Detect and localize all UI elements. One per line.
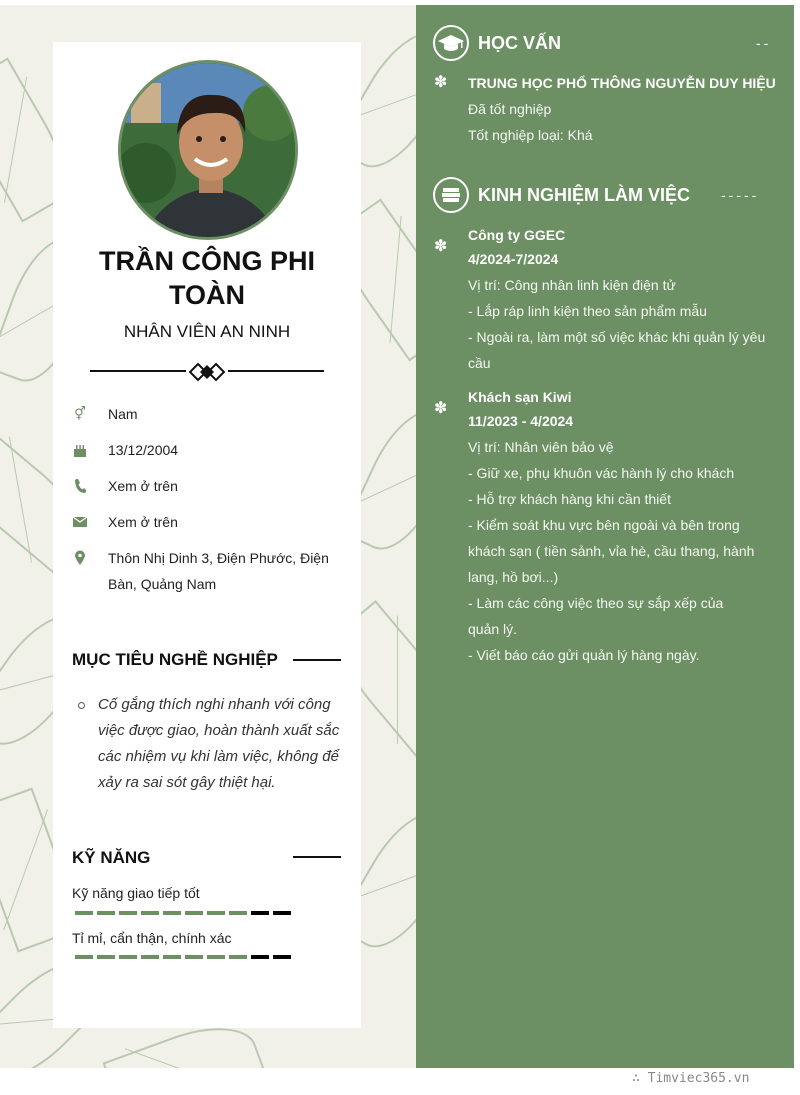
- skill-level-bar: [75, 955, 291, 959]
- skill-segment-filled: [163, 911, 181, 915]
- job-company: Công ty GGEC: [468, 227, 566, 243]
- education-status: Đã tốt nghiệp: [468, 101, 552, 117]
- location-icon: [72, 545, 88, 571]
- candidate-name: [53, 244, 361, 312]
- avatar-photo: [121, 63, 298, 240]
- skill-segment-filled: [207, 955, 225, 959]
- education-title: HỌC VẤN: [478, 33, 562, 53]
- info-gender: [72, 401, 342, 427]
- right-column: [416, 5, 794, 1068]
- job-position: NHÂN VIÊN AN NINH: [123, 322, 291, 341]
- flower-bullet-icon: ✽: [434, 400, 448, 417]
- skill-segment-filled: [185, 911, 203, 915]
- name-line-2: TOÀN: [168, 280, 245, 310]
- birthday-value: 13/12/2004: [108, 442, 179, 458]
- skill-segment-filled: [75, 955, 93, 959]
- skill-segment-filled: [97, 911, 115, 915]
- info-birthday: [72, 437, 342, 463]
- skill-segment-filled: [185, 955, 203, 959]
- skill-segment-empty: [273, 911, 291, 915]
- skills-title: KỸ NĂNG: [72, 848, 151, 867]
- job-line: Vị trí: Nhân viên bảo vệ: [468, 439, 614, 455]
- bullet-circle-icon: [78, 702, 85, 709]
- objective-title-line: [293, 659, 341, 661]
- watermark: [632, 1071, 749, 1086]
- info-phone: [72, 473, 342, 499]
- name-line-1: TRẦN CÔNG PHI: [99, 246, 315, 276]
- skill-segment-filled: [97, 955, 115, 959]
- skill-name: Tỉ mỉ, cẩn thận, chính xác: [72, 930, 232, 946]
- skill-segment-filled: [163, 955, 181, 959]
- phone-value: Xem ở trên: [108, 478, 178, 494]
- skill-segment-filled: [119, 955, 137, 959]
- books-icon: [433, 177, 469, 213]
- job-period: 11/2023 - 4/2024: [468, 413, 574, 429]
- birthday-cake-icon: [72, 437, 88, 463]
- diamond-ornament-icon: [189, 362, 225, 382]
- flower-bullet-icon: ✽: [434, 74, 448, 91]
- skill-segment-filled: [207, 911, 225, 915]
- skill-segment-filled: [229, 955, 247, 959]
- skill-segment-empty: [251, 955, 269, 959]
- flower-bullet-icon: ✽: [434, 238, 448, 255]
- email-value: Xem ở trên: [108, 514, 178, 530]
- info-address: [72, 545, 342, 597]
- job-line: - Viết báo cáo gửi quản lý hàng ngày.: [468, 647, 700, 663]
- watermark-text: Timviec365.vn: [647, 1071, 750, 1086]
- skill-segment-filled: [141, 911, 159, 915]
- skill-segment-filled: [119, 911, 137, 915]
- gender-icon: ⚥: [74, 406, 86, 421]
- job-line: - Ngoài ra, làm một số việc khác khi quản lý yêu cầu: [468, 329, 766, 371]
- objective-content: [78, 692, 346, 796]
- skill-segment-filled: [229, 911, 247, 915]
- watermark-dots-icon: ∴: [632, 1071, 648, 1086]
- phone-icon: [72, 473, 88, 499]
- job-line: - Hỗ trợ khách hàng khi cần thiết: [468, 491, 671, 507]
- skills-title-line: [293, 856, 341, 858]
- avatar: [118, 60, 298, 240]
- education-dashes: --: [756, 35, 772, 51]
- job-company: Khách sạn Kiwi: [468, 389, 572, 405]
- objective-text: Cố gắng thích nghi nhanh với công việc được giao, hoàn thành xuất sắc các nhiệm vụ khi làm việc, không để xảy ra sai sót gây thiệt hại.: [98, 696, 340, 791]
- job-line: - Lắp ráp linh kiện theo sản phẩm mẫu: [468, 303, 707, 319]
- objective-title: MỤC TIÊU NGHỀ NGHIỆP: [72, 650, 278, 669]
- email-icon: [72, 509, 88, 535]
- divider-right: [228, 370, 324, 372]
- experience-dashes: -----: [721, 187, 760, 203]
- skill-segment-empty: [251, 911, 269, 915]
- gender-value: Nam: [108, 406, 138, 422]
- skill-segment-filled: [141, 955, 159, 959]
- job-line: - Giữ xe, phụ khuôn vác hành lý cho khách: [468, 465, 735, 481]
- job-line: Vị trí: Công nhân linh kiện điện tử: [468, 277, 676, 293]
- skill-level-bar: [75, 911, 291, 915]
- skill-name: Kỹ năng giao tiếp tốt: [72, 885, 200, 901]
- experience-title: KINH NGHIỆM LÀM VIỆC: [478, 185, 691, 205]
- skill-segment-empty: [273, 955, 291, 959]
- job-period: 4/2024-7/2024: [468, 251, 559, 267]
- job-line: - Làm các công việc theo sự sắp xếp của quản lý.: [468, 595, 724, 637]
- graduation-cap-icon: [433, 25, 469, 61]
- info-email: [72, 509, 342, 535]
- job-line: - Kiểm soát khu vực bên ngoài và bên trong khách sạn ( tiền sảnh, vỉa hè, cầu thang, hành lang, hồ bơi...): [468, 517, 755, 585]
- address-value: Thôn Nhị Dinh 3, Điện Phước, Điện Bàn, Quảng Nam: [108, 550, 329, 592]
- divider-left: [90, 370, 186, 372]
- education-grade: Tốt nghiệp loại: Khá: [468, 127, 593, 143]
- skill-segment-filled: [75, 911, 93, 915]
- school-name: TRUNG HỌC PHỔ THÔNG NGUYỄN DUY HIỆU: [468, 75, 776, 91]
